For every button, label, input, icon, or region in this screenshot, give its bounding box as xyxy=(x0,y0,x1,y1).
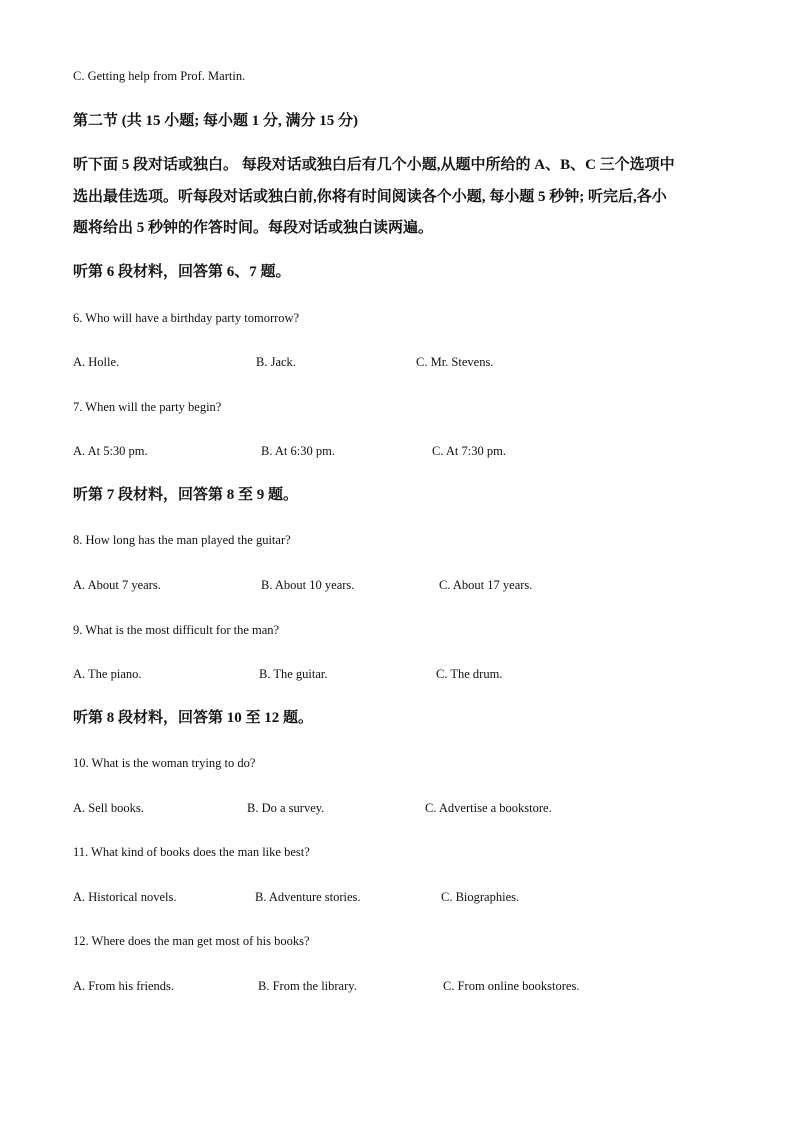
question-11-option-a: A. Historical novels. xyxy=(73,890,177,904)
question-7-option-b: B. At 6:30 pm. xyxy=(261,444,335,458)
question-11-option-b: B. Adventure stories. xyxy=(255,890,361,904)
group-heading-10-12: 听第 8 段材料，回答第 10 至 12 题。 xyxy=(73,710,314,726)
question-10-option-c: C. Advertise a bookstore. xyxy=(425,801,552,815)
question-12-option-b: B. From the library. xyxy=(258,979,357,993)
question-6-option-c: C. Mr. Stevens. xyxy=(416,355,494,369)
group-heading-6-7: 听第 6 段材料，回答第 6、7 题。 xyxy=(73,264,291,280)
question-6-option-a: A. Holle. xyxy=(73,355,120,369)
question-7-option-a: A. At 5:30 pm. xyxy=(73,444,148,458)
question-7-stem: 7. When will the party begin? xyxy=(73,400,222,414)
question-9-stem: 9. What is the most difficult for the man? xyxy=(73,623,280,637)
question-12-stem: 12. Where does the man get most of his books? xyxy=(73,934,310,948)
question-10-option-a: A. Sell books. xyxy=(73,801,144,815)
question-8-stem: 8. How long has the man played the guitar? xyxy=(73,533,291,547)
group-heading-8-9: 听第 7 段材料，回答第 8 至 9 题。 xyxy=(73,487,299,503)
question-10-option-b: B. Do a survey. xyxy=(247,801,325,815)
question-8-option-a: A. About 7 years. xyxy=(73,578,161,592)
instructions-line-2: 选出最佳选项。听每段对话或独白前,你将有时间阅读各个小题, 每小题 5 秒钟; 听完后,各小 xyxy=(73,189,667,205)
question-11-option-c: C. Biographies. xyxy=(441,890,520,904)
question-5-option-c: C. Getting help from Prof. Martin. xyxy=(73,69,246,83)
question-9-option-c: C. The drum. xyxy=(436,667,503,681)
question-9-option-b: B. The guitar. xyxy=(259,667,328,681)
instructions-line-3: 题将给出 5 秒钟的作答时间。每段对话或独白读两遍。 xyxy=(73,220,434,236)
question-8-option-b: B. About 10 years. xyxy=(261,578,355,592)
question-9-option-a: A. The piano. xyxy=(73,667,142,681)
question-7-option-c: C. At 7:30 pm. xyxy=(432,444,506,458)
question-6-stem: 6. Who will have a birthday party tomorrow? xyxy=(73,311,300,325)
question-10-stem: 10. What is the woman trying to do? xyxy=(73,756,256,770)
question-12-option-a: A. From his friends. xyxy=(73,979,175,993)
question-6-option-b: B. Jack. xyxy=(256,355,296,369)
question-11-stem: 11. What kind of books does the man like best? xyxy=(73,845,310,859)
question-12-option-c: C. From online bookstores. xyxy=(443,979,580,993)
section-title: 第二节 (共 15 小题; 每小题 1 分, 满分 15 分) xyxy=(73,113,358,129)
question-8-option-c: C. About 17 years. xyxy=(439,578,533,592)
instructions-line-1: 听下面 5 段对话或独白。 每段对话或独白后有几个小题,从题中所给的 A、B、C 三个选项中 xyxy=(73,157,675,173)
